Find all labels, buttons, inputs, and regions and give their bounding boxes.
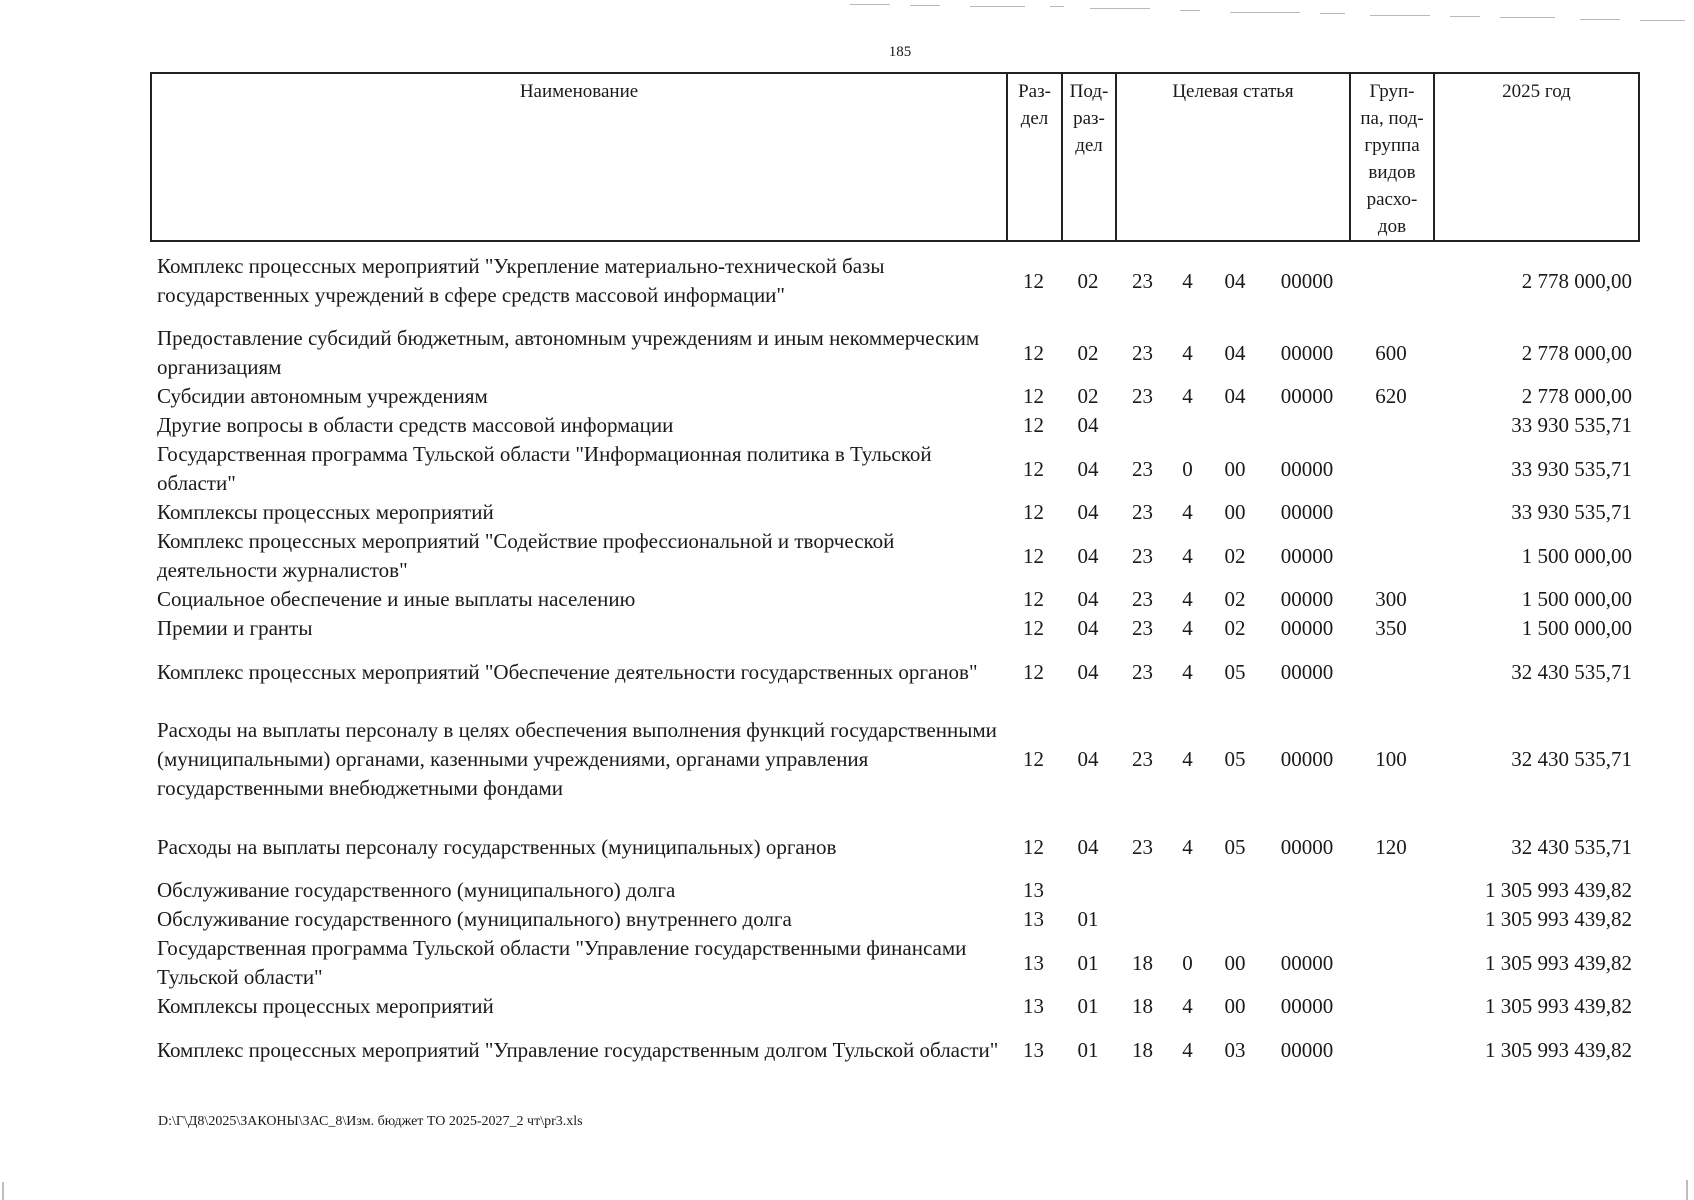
row-target-complex (1205, 905, 1265, 934)
row-name: Государственная программа Тульской области "Управление государственными финансами Тульской области" (157, 936, 967, 989)
row-expense-group (1349, 934, 1433, 992)
row-target-program: 23 (1132, 587, 1153, 611)
row-target-type: 4 (1182, 746, 1193, 771)
row-subsection: 04 (1077, 746, 1099, 771)
header-subsection: Под- раз- дел (1062, 73, 1116, 241)
row-target-direction: 00000 (1280, 543, 1334, 568)
row-name: Субсидии автономным учреждениям (157, 384, 488, 408)
row-target-complex: 00 (1224, 500, 1246, 524)
row-target-direction: 00000 (1280, 746, 1334, 771)
table-header (150, 72, 1640, 242)
row-section: 13 (1023, 878, 1044, 902)
row-target-complex: 00 (1224, 456, 1246, 481)
row-subsection: 04 (1077, 835, 1099, 859)
row-name: Государственная программа Тульской области "Информационная политика в Тульской области" (157, 442, 932, 495)
table-row (150, 833, 1638, 862)
row-expense-group (1349, 876, 1433, 905)
row-target-program: 23 (1132, 543, 1153, 568)
row-target-type: 4 (1182, 994, 1193, 1018)
row-section: 13 (1023, 1037, 1044, 1062)
row-expense-group: 120 (1375, 835, 1407, 859)
row-section: 12 (1023, 268, 1044, 293)
row-amount-2025: 1 305 993 439,82 (1485, 994, 1632, 1018)
row-target-program: 23 (1132, 456, 1153, 481)
row-amount-2025: 1 500 000,00 (1521, 543, 1632, 568)
header-name: Наименование (151, 73, 1007, 241)
row-expense-group (1349, 252, 1433, 310)
row-target-type: 4 (1182, 500, 1193, 524)
row-name: Комплекс процессных мероприятий "Управление государственным долгом Тульской области" (157, 1037, 999, 1062)
row-expense-group: 620 (1375, 384, 1407, 408)
row-target-direction: 00000 (1280, 950, 1334, 975)
table-row (150, 614, 1638, 643)
row-target-direction: 00000 (1280, 340, 1334, 365)
table-row (150, 905, 1638, 934)
row-subsection: 01 (1077, 994, 1099, 1018)
row-target-type: 4 (1182, 835, 1193, 859)
scan-artifact-dashes (850, 4, 1690, 22)
table-row (150, 643, 1638, 701)
row-subsection: 01 (1077, 907, 1099, 931)
table-row (150, 411, 1638, 440)
row-subsection: 01 (1077, 1037, 1099, 1062)
row-name: Социальное обеспечение и иные выплаты населению (157, 587, 636, 611)
row-target-complex: 00 (1224, 994, 1246, 1018)
row-amount-2025: 33 930 535,71 (1511, 456, 1632, 481)
table-row (150, 876, 1638, 905)
table-row (150, 498, 1638, 527)
row-name: Обслуживание государственного (муниципального) долга (157, 878, 676, 902)
row-expense-group: 600 (1375, 340, 1407, 365)
row-target-type (1170, 411, 1205, 440)
row-target-type: 4 (1182, 587, 1193, 611)
row-target-type: 4 (1182, 384, 1193, 408)
row-amount-2025: 32 430 535,71 (1511, 659, 1632, 684)
footer-file-path: D:\Г\Д8\2025\ЗАКОНЫ\ЗАС_8\Изм. бюджет ТО 2025-2027_2 чт\pr3.xls (158, 1114, 583, 1129)
row-target-complex: 05 (1224, 746, 1246, 771)
row-target-direction: 00000 (1280, 384, 1334, 408)
row-subsection: 02 (1077, 384, 1099, 408)
row-target-direction: 00000 (1280, 500, 1334, 524)
row-target-complex: 02 (1224, 616, 1246, 640)
row-target-program (1115, 905, 1170, 934)
row-section: 12 (1023, 500, 1044, 524)
row-expense-group (1349, 527, 1433, 585)
row-name: Расходы на выплаты персоналу в целях обеспечения выполнения функций государственными (муниципальными) органами, казенными учреждениями, органами управления государственными внебюджетными фондами (157, 717, 997, 800)
row-section: 12 (1023, 456, 1044, 481)
row-name: Комплекс процессных мероприятий "Содействие профессиональной и творческой деятельности журналистов" (157, 529, 895, 582)
row-name: Комплекс процессных мероприятий "Обеспечение деятельности государственных органов" (157, 659, 978, 684)
table-row (150, 527, 1638, 585)
table-row (150, 440, 1638, 498)
row-target-complex: 04 (1224, 384, 1246, 408)
row-section: 13 (1023, 950, 1044, 975)
row-target-type: 4 (1182, 268, 1193, 293)
row-amount-2025: 2 778 000,00 (1521, 268, 1632, 293)
row-amount-2025: 1 305 993 439,82 (1485, 950, 1632, 975)
row-target-complex (1205, 411, 1265, 440)
row-target-direction (1265, 411, 1349, 440)
row-target-complex: 02 (1224, 587, 1246, 611)
row-target-program: 18 (1132, 950, 1153, 975)
row-target-direction: 00000 (1280, 994, 1334, 1018)
row-subsection: 04 (1077, 616, 1099, 640)
row-target-type: 0 (1182, 456, 1193, 481)
row-target-complex: 02 (1224, 543, 1246, 568)
row-spacer (150, 310, 1638, 324)
row-target-type: 4 (1182, 340, 1193, 365)
row-target-program: 18 (1132, 1037, 1153, 1062)
row-target-program: 23 (1132, 746, 1153, 771)
row-target-direction: 00000 (1280, 268, 1334, 293)
row-amount-2025: 32 430 535,71 (1511, 835, 1632, 859)
row-target-program: 23 (1132, 616, 1153, 640)
row-subsection: 04 (1077, 587, 1099, 611)
row-section: 12 (1023, 587, 1044, 611)
row-expense-group (1349, 992, 1433, 1021)
row-section: 13 (1023, 907, 1044, 931)
budget-table-body (150, 252, 1638, 1079)
row-target-type: 4 (1182, 543, 1193, 568)
row-target-direction: 00000 (1280, 835, 1334, 859)
row-target-complex (1205, 876, 1265, 905)
row-target-type: 4 (1182, 1037, 1193, 1062)
header-expense-group: Груп- па, под- группа видов расхо- дов (1350, 73, 1434, 241)
row-target-direction: 00000 (1280, 587, 1334, 611)
row-section: 12 (1023, 746, 1044, 771)
row-target-type: 4 (1182, 616, 1193, 640)
row-target-complex: 04 (1224, 340, 1246, 365)
table-row (150, 992, 1638, 1021)
row-target-direction (1265, 876, 1349, 905)
row-amount-2025: 33 930 535,71 (1511, 500, 1632, 524)
row-target-program: 18 (1132, 994, 1153, 1018)
row-name: Комплекс процессных мероприятий "Укрепление материально-технической базы государственных учреждений в сфере средств массовой информации" (157, 254, 885, 307)
row-name: Комплексы процессных мероприятий (157, 994, 494, 1018)
header-year: 2025 год (1434, 73, 1639, 241)
row-expense-group (1349, 411, 1433, 440)
row-spacer (150, 701, 1638, 715)
row-section: 12 (1023, 413, 1044, 437)
row-target-type: 0 (1182, 950, 1193, 975)
row-target-program: 23 (1132, 659, 1153, 684)
row-amount-2025: 1 305 993 439,82 (1485, 878, 1632, 902)
row-expense-group (1349, 498, 1433, 527)
header-section: Раз- дел (1007, 73, 1062, 241)
table-row (150, 1021, 1638, 1079)
row-expense-group (1349, 1021, 1433, 1079)
row-target-complex: 00 (1224, 950, 1246, 975)
row-amount-2025: 1 305 993 439,82 (1485, 1037, 1632, 1062)
row-section: 12 (1023, 616, 1044, 640)
row-name: Комплексы процессных мероприятий (157, 500, 494, 524)
table-row (150, 585, 1638, 614)
row-amount-2025: 2 778 000,00 (1521, 340, 1632, 365)
table-row (150, 382, 1638, 411)
row-name: Предоставление субсидий бюджетным, автономным учреждениям и иным некоммерческим организациям (157, 326, 980, 379)
row-subsection: 04 (1077, 543, 1099, 568)
row-target-complex: 05 (1224, 835, 1246, 859)
row-amount-2025: 1 500 000,00 (1521, 587, 1632, 611)
table-row (150, 934, 1638, 992)
row-target-type: 4 (1182, 659, 1193, 684)
row-target-complex: 03 (1224, 1037, 1246, 1062)
row-subsection: 02 (1077, 340, 1099, 365)
row-section: 12 (1023, 835, 1044, 859)
row-target-type (1170, 876, 1205, 905)
row-subsection (1061, 876, 1115, 905)
row-spacer (150, 862, 1638, 876)
row-name: Расходы на выплаты персоналу государственных (муниципальных) органов (157, 835, 837, 859)
row-expense-group (1349, 643, 1433, 701)
row-subsection: 02 (1077, 268, 1099, 293)
header-target-article: Целевая статья (1116, 73, 1350, 241)
row-amount-2025: 1 305 993 439,82 (1485, 907, 1632, 931)
row-expense-group (1349, 905, 1433, 934)
row-section: 12 (1023, 384, 1044, 408)
row-amount-2025: 33 930 535,71 (1511, 413, 1632, 437)
row-target-direction: 00000 (1280, 1037, 1334, 1062)
row-expense-group: 100 (1375, 746, 1407, 771)
row-name: Обслуживание государственного (муниципального) внутреннего долга (157, 907, 792, 931)
row-subsection: 04 (1077, 456, 1099, 481)
row-section: 12 (1023, 340, 1044, 365)
row-target-direction (1265, 905, 1349, 934)
row-expense-group (1349, 440, 1433, 498)
row-target-complex: 05 (1224, 659, 1246, 684)
row-target-direction: 00000 (1280, 616, 1334, 640)
row-target-program: 23 (1132, 340, 1153, 365)
row-target-program: 23 (1132, 384, 1153, 408)
row-amount-2025: 32 430 535,71 (1511, 746, 1632, 771)
row-expense-group: 350 (1375, 616, 1407, 640)
row-subsection: 04 (1077, 413, 1099, 437)
row-section: 12 (1023, 659, 1044, 684)
row-subsection: 04 (1077, 659, 1099, 684)
row-target-program: 23 (1132, 500, 1153, 524)
row-spacer (150, 803, 1638, 833)
row-target-program: 23 (1132, 835, 1153, 859)
row-expense-group: 300 (1375, 587, 1407, 611)
row-target-complex: 04 (1224, 268, 1246, 293)
row-target-program: 23 (1132, 268, 1153, 293)
scan-edge-mark (1686, 1180, 1688, 1200)
row-target-direction: 00000 (1280, 659, 1334, 684)
row-amount-2025: 1 500 000,00 (1521, 616, 1632, 640)
row-section: 13 (1023, 994, 1044, 1018)
row-target-direction: 00000 (1280, 456, 1334, 481)
row-subsection: 04 (1077, 500, 1099, 524)
scan-edge-mark (2, 1182, 4, 1200)
row-subsection: 01 (1077, 950, 1099, 975)
row-target-program (1115, 411, 1170, 440)
row-section: 12 (1023, 543, 1044, 568)
row-name: Премии и гранты (157, 616, 313, 640)
row-name: Другие вопросы в области средств массовой информации (157, 413, 674, 437)
table-row (150, 324, 1638, 382)
row-target-program (1115, 876, 1170, 905)
row-amount-2025: 2 778 000,00 (1521, 384, 1632, 408)
table-row (150, 715, 1638, 803)
table-row (150, 252, 1638, 310)
page-number: 185 (888, 44, 912, 60)
row-target-type (1170, 905, 1205, 934)
